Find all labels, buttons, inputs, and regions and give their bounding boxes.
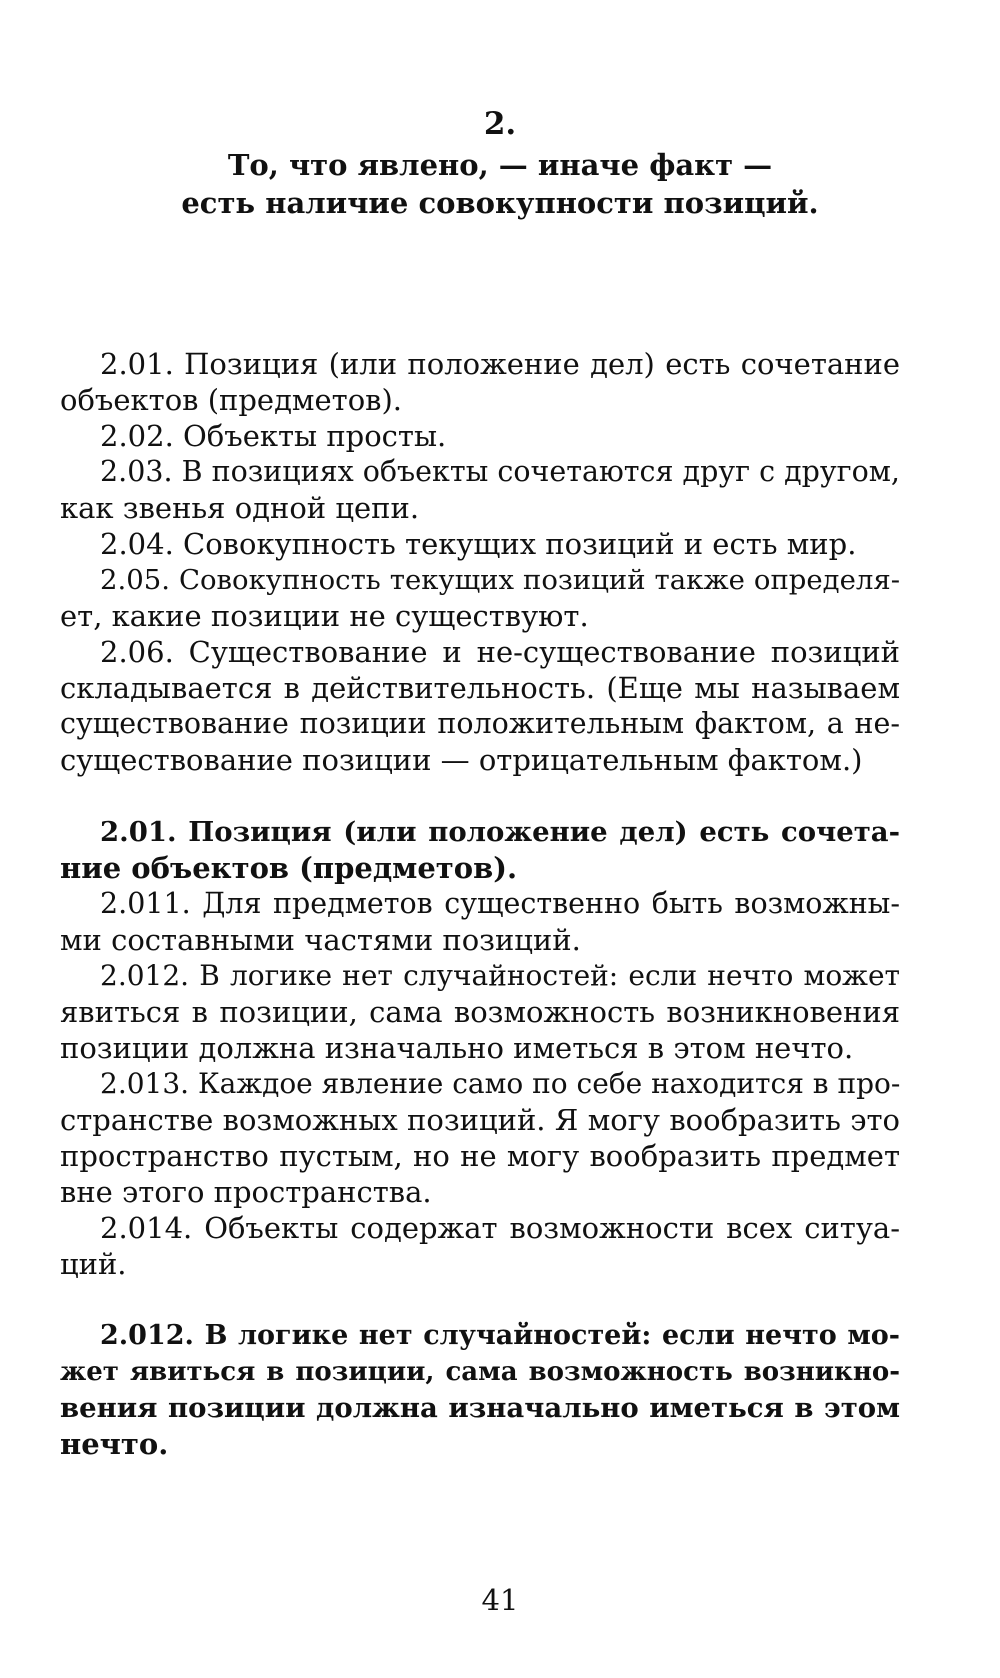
chapter-title-line: есть наличие совокупности позиций. bbox=[181, 186, 819, 220]
text-line: странстве возможных позиций. Я могу вообразить это bbox=[60, 1103, 900, 1137]
section-heading-line: жет явиться в позиции, сама возможность возникно- bbox=[60, 1357, 900, 1387]
page-number: 41 bbox=[481, 1583, 519, 1617]
text-line: 2.04. Совокупность текущих позиций и есть мир. bbox=[100, 527, 857, 561]
text-line: 2.03. В позициях объекты сочетаются друг с другом, bbox=[100, 455, 900, 488]
text-line: 2.014. Объекты содержат возможности всех ситуа- bbox=[100, 1211, 900, 1245]
section-heading-line: вения позиции должна изначально иметься в этом bbox=[60, 1392, 900, 1424]
text-line: вне этого пространства. bbox=[60, 1175, 432, 1209]
text-line: объектов (предметов). bbox=[60, 383, 403, 417]
text-line: 2.06. Существование и не-существование позиций bbox=[100, 635, 900, 669]
chapter-number: 2. bbox=[483, 106, 517, 142]
section-heading-line: 2.01. Позиция (или положение дел) есть сочета- bbox=[100, 816, 900, 848]
text-line: 2.05. Совокупность текущих позиций также определя- bbox=[100, 564, 900, 596]
section-heading-line: 2.012. В логике нет случайностей: если нечто мо- bbox=[100, 1320, 900, 1351]
text-line: 2.013. Каждое явление само по себе находится в про- bbox=[100, 1067, 901, 1100]
text-line: существование позиции положительным фактом, а не- bbox=[60, 707, 900, 740]
chapter-title-line: То, что явлено, — иначе факт — bbox=[227, 148, 773, 182]
text-line: позиции должна изначально иметься в этом нечто. bbox=[60, 1031, 854, 1065]
text-line: как звенья одной цепи. bbox=[60, 491, 420, 525]
chapter-title bbox=[150, 146, 850, 222]
text-line: ет, какие позиции не существуют. bbox=[60, 599, 589, 633]
text-line: ми составными частями позиций. bbox=[60, 923, 581, 957]
text-line: 2.01. Позиция (или положение дел) есть сочетание bbox=[100, 347, 900, 381]
section-heading-line: ние объектов (предметов). bbox=[60, 851, 518, 885]
text-line: ций. bbox=[60, 1247, 127, 1281]
text-line: 2.011. Для предметов существенно быть возможны- bbox=[100, 887, 900, 920]
text-line: явиться в позиции, сама возможность возникновения bbox=[60, 995, 900, 1029]
text-line: существование позиции — отрицательным фактом.) bbox=[60, 743, 863, 777]
text-line: пространство пустым, но не могу вообразить предмет bbox=[60, 1139, 900, 1173]
text-line: складывается в действительность. (Еще мы называем bbox=[60, 671, 900, 705]
text-line: 2.012. В логике нет случайностей: если нечто может bbox=[100, 959, 900, 992]
section-heading-line: нечто. bbox=[60, 1427, 169, 1461]
text-line: 2.02. Объекты просты. bbox=[100, 419, 447, 453]
